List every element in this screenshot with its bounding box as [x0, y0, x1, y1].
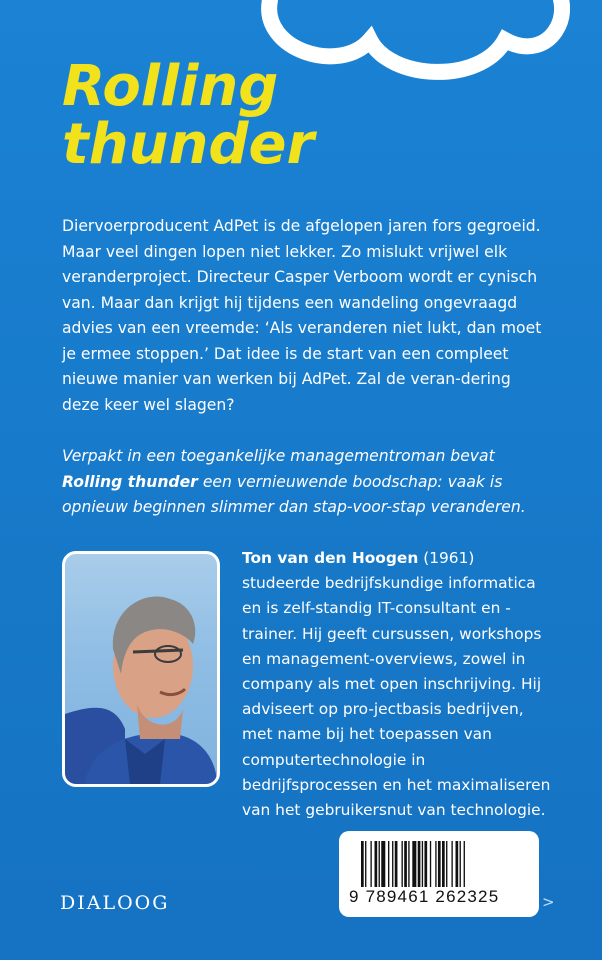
barcode-bar — [451, 841, 452, 887]
barcode-bar — [392, 841, 393, 887]
intro-text-after: een vernieuwende boodschap: vaak is opnieuw beginnen slimmer dan stap-voor-stap veranderen. — [62, 472, 526, 516]
barcode-bar — [388, 841, 389, 887]
barcode-bar — [422, 841, 423, 887]
barcode-bar — [361, 841, 364, 887]
title-line-1: Rolling — [62, 54, 279, 119]
author-portrait — [62, 551, 220, 787]
blurb-paragraph: Diervoerproducent AdPet is de afgelopen jaren fors gegroeid. Maar veel dingen lopen niet lekker. Zo mislukt vrijwel elk veranderproject. Directeur Casper Verboom wordt er cynisch van. Maar dan krijgt hij tijdens een wandeling ongevraagd advies van een vreemde: ‘Als veranderen niet lukt, dan moet je ermee stoppen.’ Dat idee is de start van een compleet nieuwe manier van werken bij AdPet. Zal de veran-dering deze keer wel slagen? — [62, 217, 542, 414]
intro-text-before: Verpakt in een toegankelijke managementroman bevat — [62, 447, 495, 465]
barcode-bar — [379, 841, 380, 887]
barcode-bar — [412, 841, 416, 887]
barcode-bar — [435, 841, 436, 887]
book-title — [62, 54, 315, 177]
isbn-barcode — [339, 831, 539, 917]
title-line-2: thunder — [62, 112, 315, 177]
barcode-bar — [370, 841, 371, 887]
author-name: Ton van den Hoogen — [242, 549, 419, 567]
barcode-bar — [442, 841, 445, 887]
author-portrait-illustration — [65, 554, 217, 784]
barcode-bar — [402, 841, 403, 887]
barcode-bar — [430, 841, 431, 887]
barcode-bar — [365, 841, 366, 887]
barcode-bar — [460, 841, 461, 887]
barcode-bar — [446, 841, 447, 887]
barcode-bar — [438, 841, 441, 887]
publisher-logo: DIALOOG — [60, 892, 170, 914]
author-bio-text: (1961) studeerde bedrijfskundige informatica en is zelf-standig IT-consultant en -trainer. Hij geeft cursussen, workshops en management-overviews, zowel in company als met open inschrijving. Hij adviseert op pro-jectbasis bedrijven, met name bij het toepassen van computertechnologie in bedrijfsprocessen en het maximaliseren van het gebruikersnut van technologie. — [242, 549, 551, 820]
barcode-bar — [418, 841, 421, 887]
intro-paragraph — [62, 444, 552, 521]
barcode-bar — [395, 841, 398, 887]
barcode-bar — [424, 841, 427, 887]
intro-book-title: Rolling thunder — [62, 472, 198, 491]
barcode-bar — [464, 841, 465, 887]
barcode-bar — [381, 841, 385, 887]
barcode-bar — [456, 841, 459, 887]
barcode-bar — [408, 841, 409, 887]
isbn-number: 9 789461 262325 — [349, 887, 500, 906]
author-bio — [242, 546, 552, 823]
barcode-bar — [404, 841, 407, 887]
price-mark-icon: > — [542, 893, 555, 911]
barcode-bar — [375, 841, 378, 887]
